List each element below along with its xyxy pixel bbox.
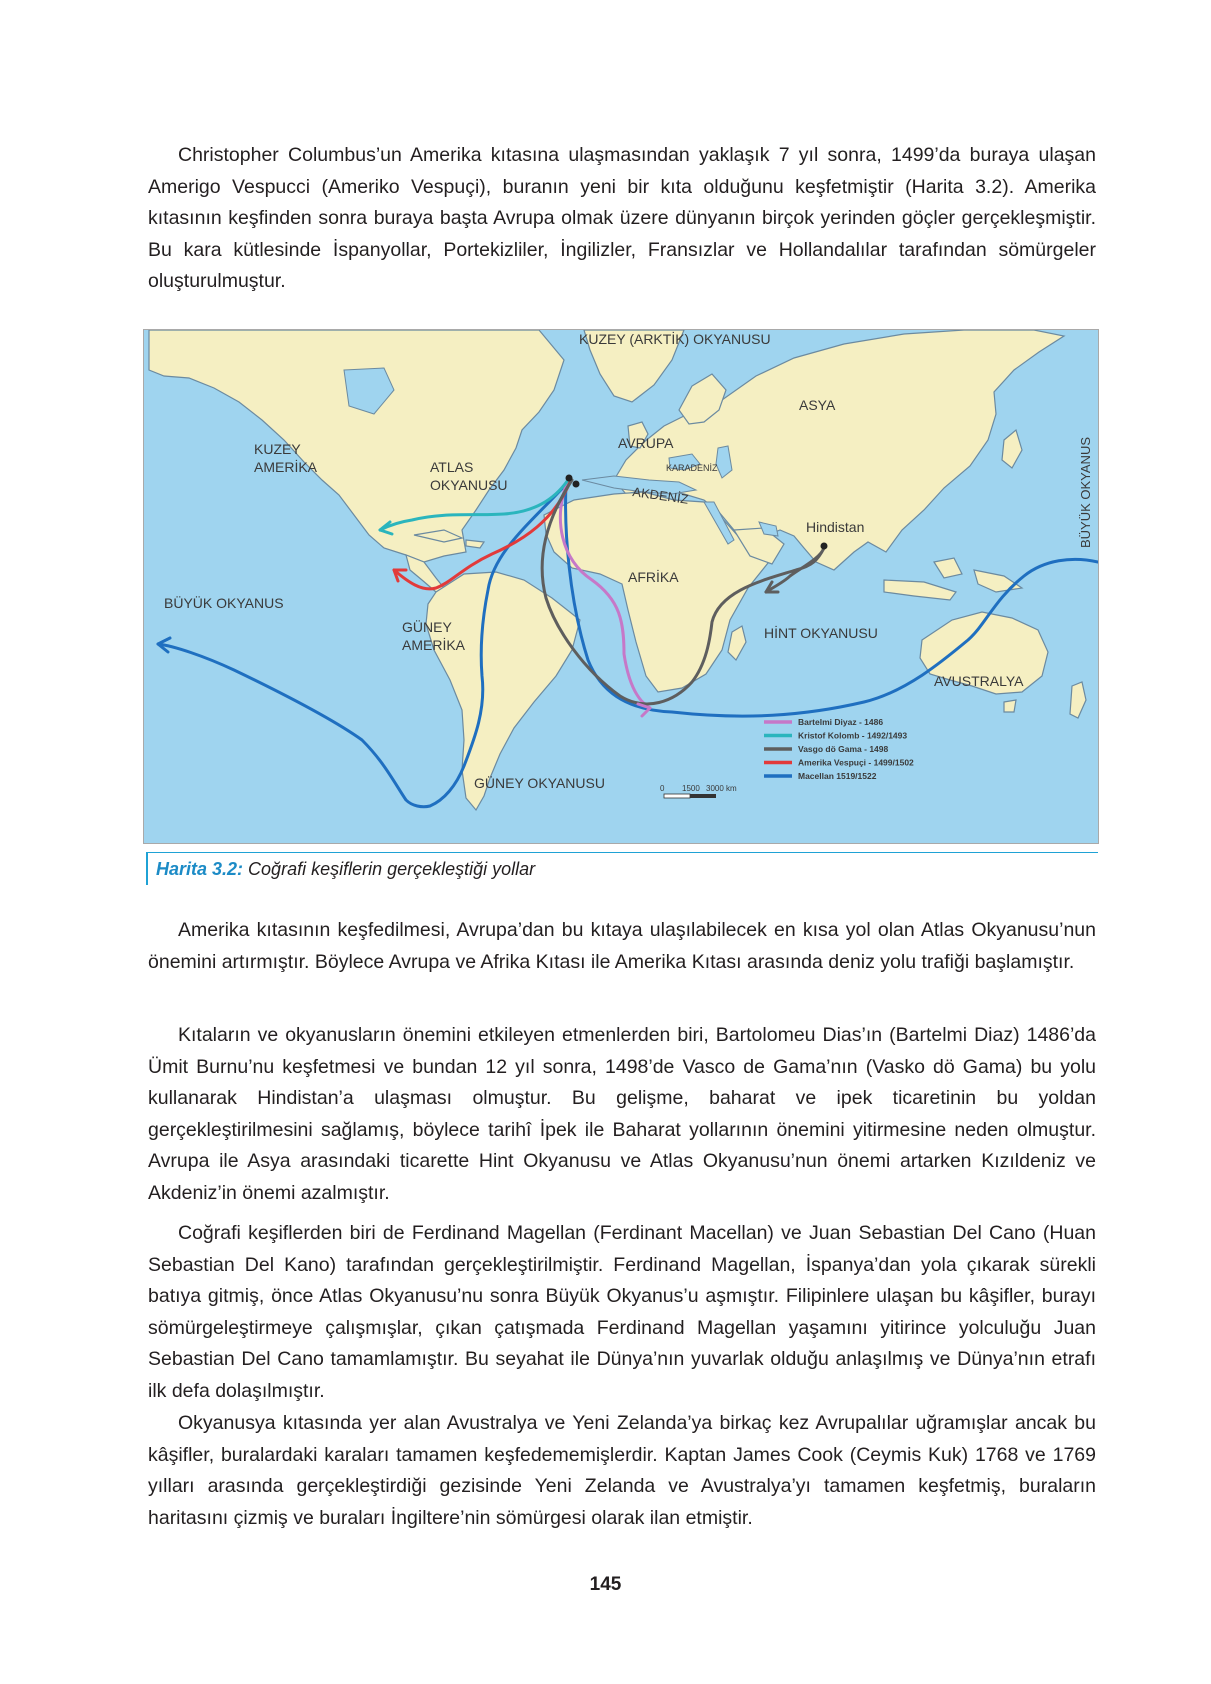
label-india: Hindistan [806,519,865,535]
scale-max: 3000 km [706,784,737,793]
world-map-svg [144,330,1098,843]
point-india [821,543,828,550]
label-australia: AVUSTRALYA [934,673,1024,689]
label-africa: AFRİKA [628,569,679,585]
label-atlantic-2: OKYANUSU [430,477,508,493]
label-south-america-2: AMERİKA [402,637,466,653]
scale-segment-2 [690,794,716,798]
label-indian-ocean: HİNT OKYANUSU [764,625,878,641]
label-mediterranean: AKDENİZ [631,484,690,507]
caption-label: Harita 3.2: [156,859,244,879]
caption-text: Coğrafi keşiflerin gerçekleştiği yollar [243,859,536,879]
label-asia: ASYA [799,397,836,413]
scale-zero: 0 [660,784,665,793]
paragraph-dias-gama: Kıtaların ve okyanusların önemini etkileyen etmenlerden biri, Bartolomeu Dias’ın (Bartelmi Diaz) 1486’da Ümit Burnu’nu keşfetmesi ve bundan 12 yıl sonra, 1498’de Vasco de Gama’nın (Vasko dö Gama) bu yolu kullanarak Hindistan’a ulaşması olmuştur. Bu gelişme, baharat ve ipek ticaretinin bu yoldan gerçekleştirilmesini sağlamış, böylece tarihî İpek ile Baharat yollarının önemini yitirmesine neden olmuştur. Avrupa ile Asya arasındaki ticarette Hint Okyanusu ve Atlas Okyanusu’nun önemi artarken Kızıldeniz ve Akdeniz’in önemi azalmıştır. [148,1024,1096,1204]
scale-segment-1 [664,794,690,798]
paragraph-cook: Okyanusya kıtasında yer alan Avustralya ve Yeni Zelanda’ya birkaç kez Avrupalılar uğramışlar ancak bu kâşifler, buralardaki karaları tamamen keşfedememişlerdir. Kaptan James Cook (Ceymis Kuk) 1768 ve 1769 yılları arasında gerçekleştirdiği gezisinde Yeni Zelanda ve Avustralya’yı tamamen keşfetmiş, buraların haritasını çizmiş ve buraları İngiltere’nin sömürgesi olarak ilan etmiştir. [148,1412,1096,1529]
label-pacific-west: BÜYÜK OKYANUS [164,595,284,611]
label-north-america-1: KUZEY [254,441,301,457]
start-point-portugal [573,481,580,488]
land-tasmania [1004,700,1016,712]
label-europe: AVRUPA [618,435,674,451]
legend-label: Kristof Kolomb - 1492/1493 [798,730,908,741]
label-black-sea: KARADENİZ [666,463,718,473]
legend-label: Bartelmi Diyaz - 1486 [798,717,884,727]
label-south-america-1: GÜNEY [402,619,452,635]
paragraph-columbus-vespucci: Christopher Columbus’un Amerika kıtasına ulaşmasından yaklaşık 7 yıl sonra, 1499’da buraya ulaşan Amerigo Vespucci (Ameriko Vespuçi), buranın yeni bir kıta olduğunu keşfetmiştir (Harita 3.2). Amerika kıtasının keşfinden sonra buraya başta Avrupa olmak üzere dünyanın birçok yerinden göçler gerçekleşmiştir. Bu kara kütlesinde İspanyollar, Portekizliler, İngilizler, Fransızlar ve Hollandalılar tarafından sömürgeler oluşturulmuştur. [148,144,1096,292]
paragraph-atlantic-importance: Amerika kıtasının keşfedilmesi, Avrupa’dan bu kıtaya ulaşılabilecek en kısa yol olan Atlas Okyanusu’nun önemini artırmıştır. Böylece Avrupa ve Afrika Kıtası ile Amerika Kıtası arasında deniz yolu trafiği başlamıştır. [148,919,1096,973]
paragraph-magellan: Coğrafi keşiflerden biri de Ferdinand Magellan (Ferdinant Macellan) ve Juan Sebastian Del Cano (Huan Sebastian Del Kano) tarafından gerçekleştirilmiştir. Ferdinand Magellan, İspanya’dan yola çıkarak sürekli batıya gitmiş, önce Atlas Okyanusu’nu sonra Büyük Okyanus’u aşmıştır. Filipinlere ulaşan bu kâşifler, burayı sömürgeleştirmeye çalışmışlar, çıkan çatışmada Ferdinand Magellan yaşamını yitirince yolculuğu Juan Sebastian Del Cano tamamlamıştır. Bu seyahat ile Dünya’nın yuvarlak olduğu anlaşılmış ve Dünya’nın etrafı ilk defa dolaşılmıştır. [148,1222,1096,1402]
label-north-america-2: AMERİKA [254,459,318,475]
scale-mid: 1500 [682,784,700,793]
label-pacific-east: BÜYÜK OKYANUS [1078,436,1093,548]
label-atlantic-1: ATLAS [430,459,474,475]
start-point-spain [566,475,573,482]
legend-label: Amerika Vespuçi - 1499/1502 [798,757,914,768]
page-number: 145 [589,1574,622,1595]
legend-label: Vasgo dö Gama - 1498 [798,744,889,754]
legend-label: Macellan 1519/1522 [798,771,877,781]
label-southern-ocean: GÜNEY OKYANUSU [474,775,605,791]
label-arctic: KUZEY (ARKTİK) OKYANUSU [579,331,771,347]
map-caption [146,852,1098,885]
discoveries-map [143,329,1099,844]
